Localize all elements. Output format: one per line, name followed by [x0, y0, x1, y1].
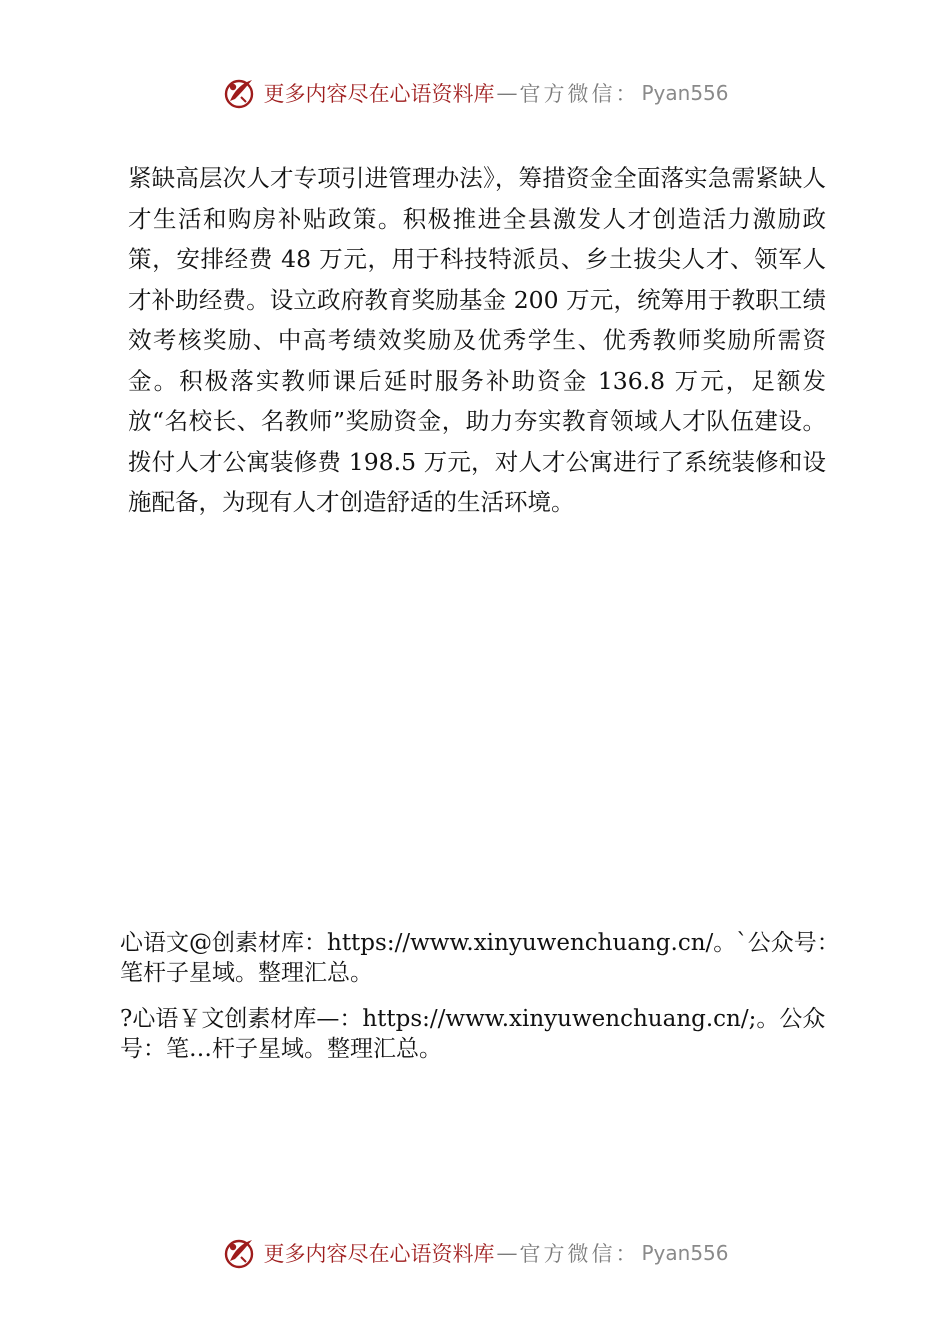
header-main-text: 更多内容尽在心语资料库 [263, 82, 495, 106]
header-wechat-label: 官方微信： [519, 82, 640, 106]
body-paragraph: 紧缺高层次人才专项引进管理办法》，筹措资金全面落实急需紧缺人才生活和购房补贴政策。积极推进全县激发人才创造活力激励政策，安排经费 48 万元，用于科技特派员、乡土拔尖人才、领军人才补助经费。设立政府教育奖励基金 200 万元，统筹用于教职工绩效考核奖励、中高考绩效奖励及优秀学生、优秀教师奖励所需资金。积极落实教师课后延时服务补助资金 136.8 万元，足额发放“名校长、名教师”奖励资金，助力夯实教育领域人才队伍建设。拨付人才公寓装修费 198.5 万元，对人才公寓进行了系统装修和设施配备，为现有人才创造舒适的生活环境。 [128, 164, 826, 516]
source-note-1: 心语文@创素材库：https://www.xinyuwenchuang.cn/。`公众号：笔杆子星域。整理汇总。 [120, 930, 840, 986]
footer-main-text: 更多内容尽在心语资料库 [263, 1242, 495, 1266]
header-dash: — [496, 81, 518, 105]
header-wechat-id: Pyan556 [641, 81, 729, 105]
footer-dash: — [496, 1241, 518, 1265]
footer-wechat-id: Pyan556 [641, 1241, 729, 1265]
footer-wechat-label: 官方微信： [519, 1242, 640, 1266]
brand-logo-icon [221, 75, 257, 111]
source-note-2: ?心语￥文创素材库—：https://www.xinyuwenchuang.cn/;。公众号：笔…杆子星域。整理汇总。 [120, 1006, 826, 1062]
header-banner [0, 73, 950, 113]
brand-logo-icon [221, 1235, 257, 1271]
footer-banner [0, 1233, 950, 1273]
